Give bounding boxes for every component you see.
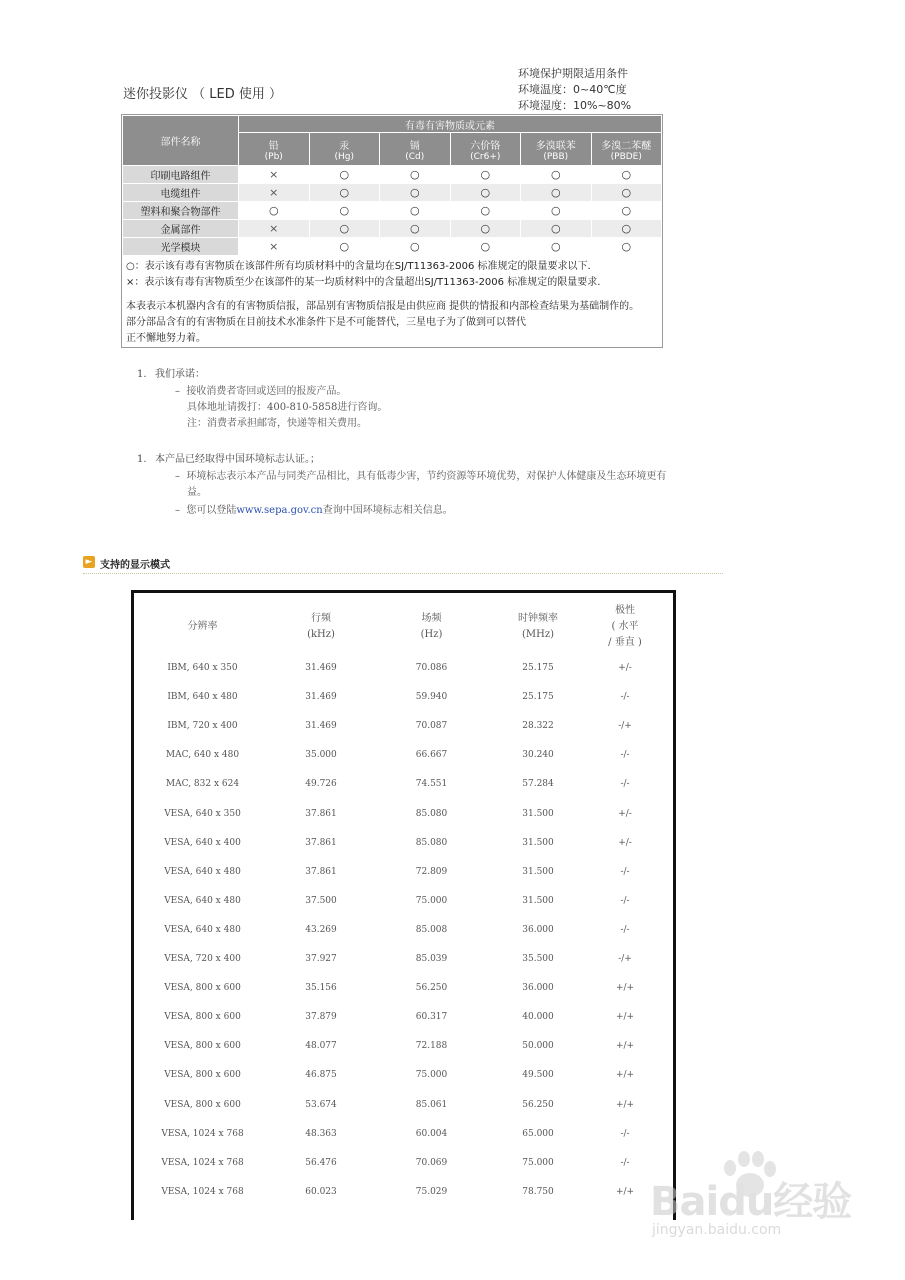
circle-mark: ○ — [409, 204, 420, 217]
hazard-mark — [309, 184, 380, 202]
mode-clock: 36.000 — [522, 924, 554, 935]
mode-hfreq: 46.875 — [305, 1070, 337, 1081]
list-number: 1. — [137, 369, 147, 380]
mode-resolution: IBM, 720 x 400 — [167, 721, 238, 732]
mode-resolution: VESA, 640 x 480 — [164, 895, 241, 906]
mode-resolution: VESA, 640 x 350 — [164, 808, 241, 819]
circle-mark: ○ — [550, 204, 561, 217]
circle-mark: ○ — [409, 240, 420, 253]
hazard-mark — [521, 184, 592, 202]
mode-hfreq: 43.269 — [305, 924, 337, 935]
mode-vfreq: 72.809 — [415, 866, 448, 877]
mode-resolution: VESA, 640 x 480 — [164, 924, 241, 935]
mode-resolution: VESA, 800 x 600 — [164, 983, 241, 994]
mode-polarity: -/- — [620, 750, 630, 761]
mode-clock: 31.500 — [522, 866, 554, 877]
circle-mark: ○ — [621, 240, 632, 253]
cross-mark: × — [269, 186, 279, 199]
header-polarity-2: ( 水平 — [611, 621, 639, 632]
circle-mark: ○ — [480, 204, 491, 217]
mode-vfreq: 72.188 — [415, 1041, 448, 1052]
mode-vfreq: 75.000 — [415, 1070, 448, 1081]
header-resolution: 分辨率 — [187, 621, 218, 632]
display-modes-table — [131, 590, 676, 1220]
hazard-table-grid — [122, 115, 662, 256]
part-name: 电缆组件 — [123, 184, 239, 202]
sub-text: 接收消费者寄回或送回的报废产品。 — [186, 386, 347, 397]
substance-header — [521, 133, 592, 166]
mode-vfreq: 85.080 — [415, 837, 448, 848]
commitment-item-2 — [137, 451, 320, 468]
hazard-notes — [122, 256, 662, 350]
watermark-url: jingyan.baidu.com — [652, 1222, 782, 1238]
mode-polarity: -/- — [620, 1128, 630, 1139]
mode-row — [134, 1041, 673, 1070]
mode-vfreq: 70.086 — [415, 663, 448, 673]
mode-vfreq: 85.080 — [415, 808, 448, 819]
dash: – — [175, 505, 180, 516]
mode-hfreq: 48.077 — [305, 1041, 337, 1052]
mode-hfreq: 37.500 — [305, 895, 337, 906]
commitment-2-sub-1-cont: 益。 — [187, 487, 207, 498]
mode-hfreq: 37.879 — [305, 1012, 337, 1023]
header-clock-label: 时钟频率 — [518, 613, 558, 624]
commitment-sub-2: 具体地址请拨打：400-810-5858进行咨询。 — [187, 402, 388, 413]
mode-resolution: VESA, 800 x 600 — [164, 1012, 241, 1023]
circle-mark: ○ — [550, 168, 561, 181]
hazard-mark — [380, 238, 451, 256]
circle-mark: ○ — [550, 186, 561, 199]
substance-header — [450, 133, 521, 166]
mode-row — [134, 721, 673, 750]
circle-mark: ○ — [339, 240, 350, 253]
mode-clock: 31.500 — [522, 808, 554, 819]
part-name: 金属部件 — [123, 220, 239, 238]
substance-symbol: (Cd) — [405, 151, 425, 162]
mode-hfreq: 56.476 — [305, 1157, 337, 1168]
substance-symbol: (PBDE) — [610, 151, 642, 162]
part-name-header: 部件名称 — [123, 116, 239, 166]
header-vfreq — [378, 611, 485, 643]
mode-row — [134, 750, 673, 779]
header-clock-unit: (MHz) — [521, 629, 555, 640]
cross-mark: × — [269, 222, 279, 235]
hazard-mark — [450, 166, 521, 184]
mode-clock: 25.175 — [522, 663, 554, 673]
part-name: 光学模块 — [123, 238, 239, 256]
mode-clock: 28.322 — [522, 721, 554, 732]
mode-polarity: -/- — [620, 692, 630, 703]
mode-hfreq: 37.861 — [305, 866, 337, 877]
mode-resolution: VESA, 1024 x 768 — [161, 1128, 244, 1139]
mode-hfreq: 48.363 — [305, 1128, 337, 1139]
mode-row — [134, 692, 673, 721]
hazard-mark — [591, 220, 662, 238]
mode-hfreq: 60.023 — [305, 1186, 337, 1197]
circle-mark: ○ — [339, 168, 350, 181]
statement-line-1: 本表表示本机器内含有的有害物质信报，部品别有害物质信报是由供应商 提供的情报和内部检查结果为基础制作的。 — [126, 301, 640, 312]
circle-mark: ○ — [339, 186, 350, 199]
header-hfreq-label: 行频 — [311, 613, 331, 624]
list-number: 1. — [137, 454, 147, 465]
substance-symbol: (Cr6+) — [470, 151, 501, 162]
mode-row — [134, 1100, 673, 1129]
mode-polarity: +/+ — [615, 1099, 635, 1110]
mode-clock: 30.240 — [522, 750, 554, 761]
hazard-mark — [450, 220, 521, 238]
mode-resolution: VESA, 1024 x 768 — [161, 1186, 244, 1197]
hazard-mark — [309, 202, 380, 220]
mode-polarity: -/- — [620, 866, 630, 877]
mode-row — [134, 779, 673, 808]
mode-clock: 31.500 — [522, 895, 554, 906]
mode-polarity: -/- — [620, 779, 630, 790]
hazard-mark — [309, 220, 380, 238]
hazard-mark — [521, 238, 592, 256]
hazard-mark — [239, 166, 310, 184]
substance-name: 多溴二苯醚 — [601, 140, 652, 152]
commitment-2-sub-2 — [175, 503, 453, 519]
circle-mark: ○ — [621, 222, 632, 235]
mode-vfreq: 60.317 — [415, 1012, 448, 1023]
circle-mark: ○ — [339, 222, 350, 235]
hazard-mark — [380, 202, 451, 220]
header-polarity — [570, 603, 676, 651]
env-line-2: 环境温度：0~40℃度 — [518, 83, 627, 96]
substance-name: 汞 — [339, 140, 350, 152]
commitment-sub-3: 注：消费者承担邮寄，快递等相关费用。 — [187, 418, 367, 429]
mode-clock: 65.000 — [522, 1128, 554, 1139]
mode-vfreq: 85.061 — [415, 1099, 448, 1110]
header-polarity-3: / 垂直 ) — [608, 637, 642, 648]
substance-header — [309, 133, 380, 166]
circle-mark: ○ — [409, 168, 420, 181]
commitment-item-1 — [137, 366, 205, 383]
circle-mark: ○ — [339, 204, 350, 217]
mode-clock: 25.175 — [522, 692, 554, 703]
hazard-mark — [239, 202, 310, 220]
hazard-mark — [239, 184, 310, 202]
hazard-mark — [521, 202, 592, 220]
circle-mark: ○ — [480, 222, 491, 235]
mode-clock: 49.500 — [522, 1070, 554, 1081]
note-cross: ×：表示该有毒有害物质至少在该部件的某一均质材料中的含量超出SJ/T11363-2006 标准规定的限量要求. — [126, 277, 601, 288]
mode-hfreq: 49.726 — [305, 779, 337, 790]
env-line-1: 环境保护期限适用条件 — [518, 67, 628, 80]
mode-resolution: VESA, 720 x 400 — [164, 954, 241, 964]
mode-polarity: -/+ — [618, 721, 632, 732]
mode-polarity: +/+ — [615, 1070, 635, 1081]
mode-polarity: +/+ — [615, 1186, 635, 1197]
circle-mark: ○ — [409, 186, 420, 199]
mode-row — [134, 809, 673, 838]
mode-clock: 78.750 — [522, 1186, 554, 1197]
mode-polarity: -/- — [620, 895, 630, 906]
mode-clock: 40.000 — [522, 1012, 554, 1023]
arrow-right-icon: ► — [83, 556, 95, 568]
mode-vfreq: 74.551 — [415, 779, 448, 790]
mode-vfreq: 85.008 — [415, 924, 448, 935]
mode-vfreq: 85.039 — [415, 954, 448, 964]
mode-polarity: -/- — [620, 924, 630, 935]
mode-clock: 75.000 — [522, 1157, 554, 1168]
substance-header — [239, 133, 310, 166]
watermark-brand: Baidu经验 — [650, 1179, 852, 1225]
mode-vfreq: 75.000 — [415, 895, 448, 906]
hazard-mark — [450, 202, 521, 220]
hazard-mark — [591, 238, 662, 256]
hazard-mark — [450, 184, 521, 202]
circle-mark: ○ — [550, 222, 561, 235]
mode-resolution: IBM, 640 x 480 — [167, 692, 238, 703]
mode-resolution: VESA, 800 x 600 — [164, 1099, 241, 1110]
mode-vfreq: 59.940 — [415, 692, 448, 703]
mode-row — [134, 1012, 673, 1041]
mode-hfreq: 31.469 — [305, 663, 337, 673]
mode-hfreq: 35.156 — [305, 983, 337, 994]
mode-row — [134, 1158, 673, 1187]
hazard-mark — [309, 166, 380, 184]
commitment-sub-1 — [175, 384, 346, 400]
hazard-mark — [521, 166, 592, 184]
substance-symbol: (Hg) — [334, 151, 354, 162]
circle-mark: ○ — [409, 222, 420, 235]
header-vfreq-unit: (Hz) — [420, 629, 443, 640]
note-circle: ○：表示该有毒有害物质在该部件所有均质材料中的含量均在SJ/T11363-2006 标准规定的限量要求以下. — [126, 261, 591, 272]
substance-name: 六价铬 — [470, 140, 501, 152]
hazard-row — [123, 202, 662, 220]
mode-hfreq: 35.000 — [305, 750, 337, 761]
circle-mark: ○ — [268, 204, 279, 217]
dash: – — [175, 471, 180, 482]
modes-table-header — [134, 603, 673, 653]
mode-polarity: +/+ — [615, 983, 635, 994]
circle-mark: ○ — [621, 168, 632, 181]
mode-vfreq: 75.029 — [415, 1186, 448, 1197]
cross-mark: × — [269, 168, 279, 181]
mode-resolution: IBM, 640 x 350 — [167, 663, 238, 673]
mode-polarity: +/+ — [615, 1041, 635, 1052]
statement-line-3: 正不懈地努力着。 — [126, 333, 206, 344]
section-heading — [83, 555, 723, 574]
sepa-link[interactable]: www.sepa.gov.cn — [236, 505, 323, 516]
mode-row — [134, 954, 673, 983]
circle-mark: ○ — [550, 240, 561, 253]
mode-row — [134, 896, 673, 925]
part-name: 塑料和聚合物部件 — [123, 202, 239, 220]
mode-hfreq: 37.861 — [305, 837, 337, 848]
mode-polarity: -/+ — [618, 954, 632, 964]
mode-clock: 31.500 — [522, 837, 554, 848]
mode-clock: 36.000 — [522, 983, 554, 994]
mode-row — [134, 925, 673, 954]
substance-symbol: (Pb) — [264, 151, 283, 162]
sub-text-post: 查询中国环境标志相关信息。 — [322, 505, 453, 516]
substance-header — [380, 133, 451, 166]
hazard-mark — [450, 238, 521, 256]
hazard-row — [123, 238, 662, 256]
mode-vfreq: 70.069 — [415, 1157, 448, 1168]
mode-row — [134, 983, 673, 1012]
mode-row — [134, 1187, 673, 1216]
hazard-mark — [521, 220, 592, 238]
commitment-label: 我们承诺： — [155, 369, 205, 380]
mode-row — [134, 1129, 673, 1158]
hazard-mark — [380, 166, 451, 184]
mode-clock: 35.500 — [522, 954, 554, 964]
statement-line-2: 部分部品含有的有害物质在目前技术水准条件下是不可能替代，三星电子为了做到可以替代 — [126, 317, 526, 328]
hazard-substance-table — [121, 114, 663, 348]
header-polarity-1: 极性 — [615, 605, 635, 616]
mode-resolution: VESA, 1024 x 768 — [161, 1157, 244, 1168]
header-hfreq-unit: (kHz) — [307, 629, 335, 640]
hazard-mark — [309, 238, 380, 256]
mode-polarity: +/- — [618, 663, 632, 673]
substance-name: 多溴联苯 — [535, 140, 576, 152]
mode-hfreq: 53.674 — [305, 1099, 337, 1110]
mode-row — [134, 1070, 673, 1099]
mode-clock: 56.250 — [522, 1099, 554, 1110]
mode-resolution: VESA, 800 x 600 — [164, 1070, 241, 1081]
env-line-3: 环境湿度：10%~80% — [518, 99, 632, 112]
section-title: 支持的显示模式 — [100, 560, 170, 571]
mode-polarity: -/- — [620, 1157, 630, 1168]
circle-mark: ○ — [480, 168, 491, 181]
mode-hfreq: 31.469 — [305, 721, 337, 732]
mode-hfreq: 37.861 — [305, 808, 337, 819]
circle-mark: ○ — [480, 240, 491, 253]
commitment-2-sub-1 — [175, 469, 666, 485]
mode-resolution: MAC, 640 x 480 — [165, 750, 240, 761]
substance-group-header: 有毒有害物质或元素 — [239, 116, 662, 133]
dash: – — [175, 386, 180, 397]
mode-vfreq: 66.667 — [415, 750, 448, 761]
hazard-mark — [591, 184, 662, 202]
mode-vfreq: 56.250 — [415, 983, 448, 994]
mode-resolution: VESA, 640 x 400 — [164, 837, 241, 848]
mode-hfreq: 31.469 — [305, 692, 337, 703]
substance-name: 镉 — [409, 140, 420, 152]
mode-polarity: +/- — [618, 808, 632, 819]
hazard-table-body — [123, 166, 662, 256]
commitment-label: 本产品已经取得中国环境标志认证。； — [155, 454, 320, 465]
mode-clock: 57.284 — [522, 779, 554, 790]
hazard-mark — [380, 220, 451, 238]
circle-mark: ○ — [480, 186, 491, 199]
cross-mark: × — [269, 240, 279, 253]
hazard-mark — [239, 220, 310, 238]
header-vfreq-label: 场频 — [421, 613, 442, 624]
mode-resolution: VESA, 800 x 600 — [164, 1041, 241, 1052]
hazard-row — [123, 166, 662, 184]
circle-mark: ○ — [621, 204, 632, 217]
mode-vfreq: 70.087 — [415, 721, 448, 732]
mode-resolution: MAC, 832 x 624 — [165, 779, 240, 790]
hazard-mark — [380, 184, 451, 202]
substance-symbol: (PBB) — [543, 151, 569, 162]
mode-clock: 50.000 — [522, 1041, 554, 1052]
environment-conditions — [518, 66, 631, 114]
mode-polarity: +/+ — [615, 1012, 635, 1023]
hazard-row — [123, 220, 662, 238]
mode-row — [134, 867, 673, 896]
sub-text: 环境标志表示本产品与同类产品相比，具有低毒少害，节约资源等环境优势，对保护人体健康及生态环境更有 — [186, 471, 667, 482]
substance-name: 铅 — [268, 140, 279, 152]
hazard-row — [123, 184, 662, 202]
mode-hfreq: 37.927 — [305, 954, 337, 964]
mode-resolution: VESA, 640 x 480 — [164, 866, 241, 877]
part-name: 印刷电路组件 — [123, 166, 239, 184]
mode-polarity: +/- — [618, 837, 632, 848]
sub-text-pre: 您可以登陆 — [186, 505, 237, 516]
mode-row — [134, 838, 673, 867]
hazard-mark — [591, 166, 662, 184]
mode-vfreq: 60.004 — [415, 1128, 448, 1139]
hazard-mark — [591, 202, 662, 220]
substance-header — [591, 133, 662, 166]
header-hfreq — [266, 611, 376, 643]
circle-mark: ○ — [621, 186, 632, 199]
product-title: 迷你投影仪 （ LED 使用 ） — [123, 87, 282, 102]
mode-row — [134, 663, 673, 692]
hazard-mark — [239, 238, 310, 256]
baidu-watermark — [640, 1150, 880, 1245]
